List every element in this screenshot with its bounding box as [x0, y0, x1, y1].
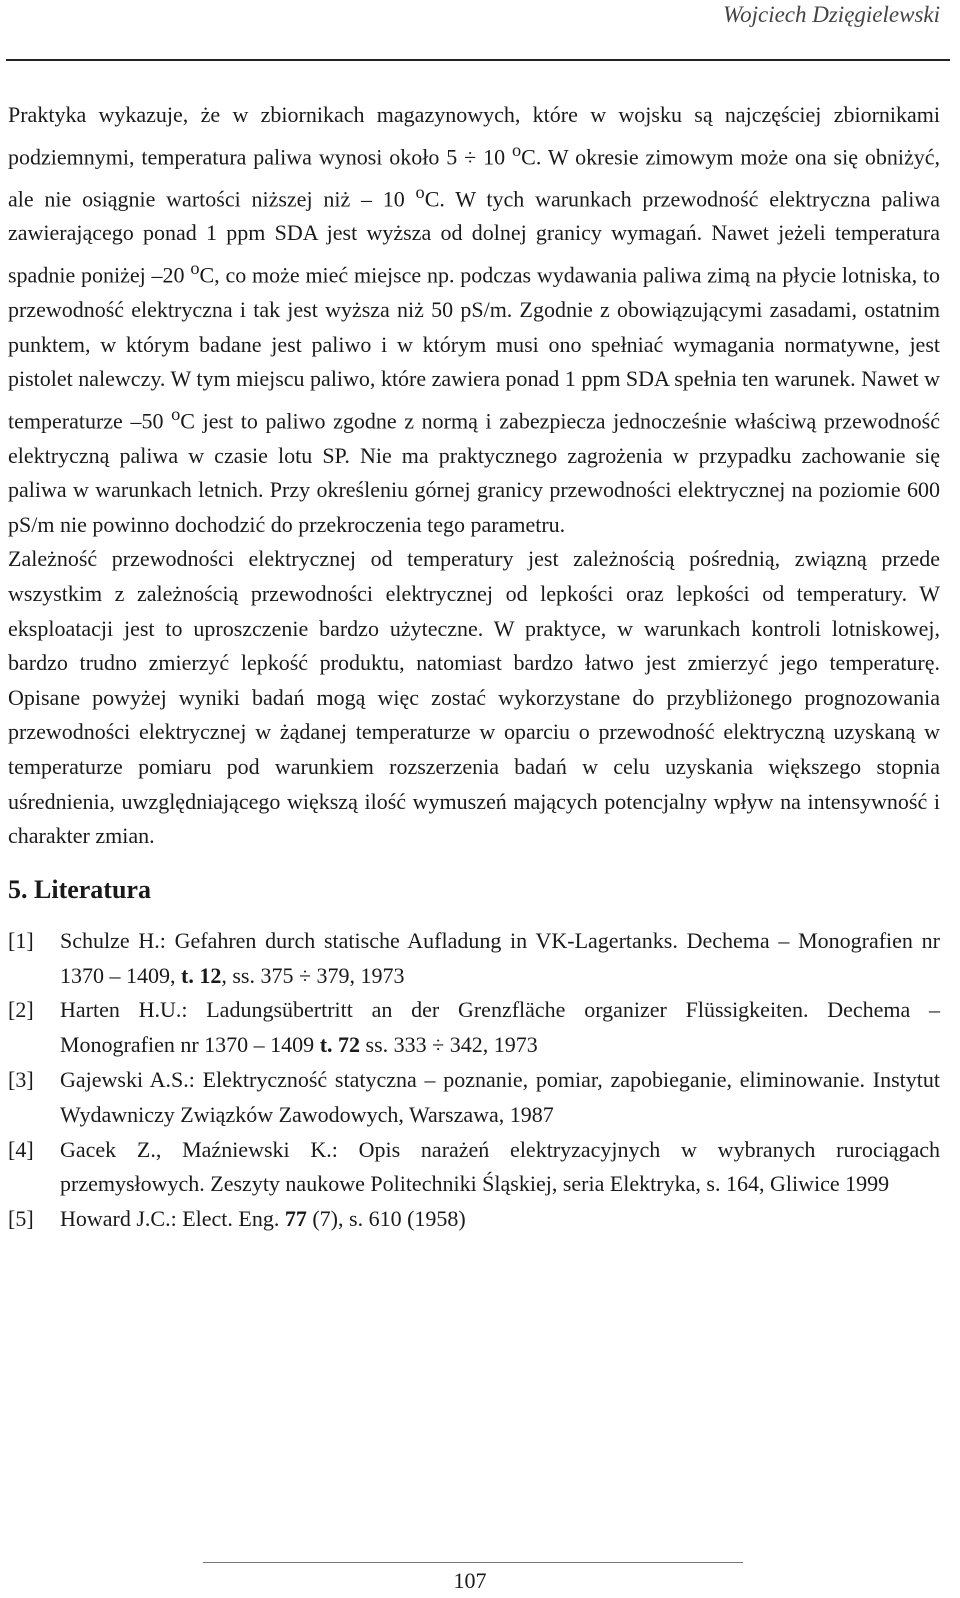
degree-sup: o: [190, 258, 200, 279]
page-content: [8, 98, 940, 1237]
paragraph-1-text-c: C. W tych warunkach przewodność elektryczna paliwa zawierającego ponad 1 ppm SDA jest wyższa od dolnej granicy wymagań. Nawet jeżeli temperatura spadnie poniżej –20: [8, 185, 940, 288]
reference-text-tail: , ss. 375 ÷ 379, 1973: [221, 962, 405, 988]
reference-volume: t. 72: [319, 1032, 361, 1058]
reference-text-tail: ss. 333 ÷ 342, 1973: [360, 1032, 538, 1058]
reference-number: [5]: [8, 1206, 34, 1232]
degree-sup: o: [415, 181, 425, 202]
page-number: 107: [453, 1568, 487, 1593]
reference-number: [2]: [8, 997, 34, 1023]
paragraph-1: [8, 98, 940, 542]
reference-number: [1]: [8, 927, 34, 953]
header-rule: [6, 59, 950, 61]
paragraph-1-text-a: Praktyka wykazuje, że w zbiornikach magazynowych, które w wojsku są najczęściej zbiornikami podziemnymi, temperatura paliwa wynosi około 5 ÷ 10: [8, 102, 940, 169]
degree-sup: o: [511, 139, 522, 160]
reference-item: [8, 1133, 940, 1203]
paragraph-1-text-d: C, co może mieć miejsce np. podczas wydawania paliwa zimą na płycie lotniska, to przewodność elektryczna i tak jest wyższa niż 50 pS/m. Zgodnie z obowiązującymi zasadami, ostatnim punktem, w którym badane jest paliwo i w którym musi ono spełniać wymagania normatywne, jest pistolet nalewczy. W tym miejscu paliwo, które zawiera ponad 1 ppm SDA spełnia ten warunek. Nawet w temperaturze –50: [8, 262, 940, 434]
reference-volume: t. 12: [181, 962, 222, 988]
degree-sup: o: [171, 403, 181, 424]
reference-item: [8, 1202, 940, 1237]
reference-number: [3]: [8, 1066, 34, 1092]
reference-volume: 77: [284, 1206, 307, 1232]
reference-text: Harten H.U.: Ladungsübertritt an der Grenzfläche organizer Flüssigkeiten. Dechema – Monografien nr 1370 – 1409: [60, 997, 940, 1058]
footer-rule: [203, 1562, 743, 1563]
reference-text: Schulze H.: Gefahren durch statische Aufladung in VK-Lagertanks. Dechema – Monografien nr 1370 – 1409,: [60, 927, 940, 988]
reference-item: [8, 993, 940, 1063]
paragraph-1-text-b: C. W okresie zimowym może ona się obniżyć, ale nie osiągnie wartości niższej niż – 10: [8, 143, 940, 211]
reference-text: Howard J.C.: Elect. Eng.: [60, 1206, 285, 1232]
reference-number: [4]: [8, 1136, 34, 1162]
section-title: 5. Literatura: [8, 874, 151, 904]
header-author: Wojciech Dzięgielewski: [723, 2, 940, 27]
reference-item: [8, 924, 940, 994]
reference-text: Gacek Z., Maźniewski K.: Opis narażeń elektryzacyjnych w wybranych rurociągach przemysłowych. Zeszyty naukowe Politechniki Śląskiej, seria Elektryka, s. 164, Gliwice 1999: [60, 1136, 940, 1197]
running-header: [0, 0, 960, 62]
reference-list: [8, 924, 940, 1237]
reference-text: Gajewski A.S.: Elektryczność statyczna – poznanie, pomiar, zapobieganie, eliminowanie. Instytut Wydawniczy Związków Zawodowych, Warszawa, 1987: [60, 1066, 940, 1127]
paragraph-1-text-e: C jest to paliwo zgodne z normą i zabezpiecza jednocześnie właściwą przewodność elektryczną paliwa w czasie lotu SP. Nie ma praktycznego zagrożenia w przypadku zachowanie się paliwa w warunkach letnich. Przy określeniu górnej granicy przewodności elektrycznej na poziomie 600 pS/m nie powinno dochodzić do przekroczenia tego parametru.: [8, 408, 940, 537]
reference-item: [8, 1063, 940, 1133]
reference-text-tail: (7), s. 610 (1958): [306, 1206, 466, 1232]
paragraph-2: Zależność przewodności elektrycznej od temperatury jest zależnością pośrednią, związną przede wszystkim z zależnością przewodności elektrycznej od lepkości oraz lepkości od temperatury. W eksploatacji jest to uproszczenie bardzo użyteczne. W praktyce, w warunkach kontroli lotniskowej, bardzo trudno zmierzyć lepkość produktu, natomiast bardzo łatwo jest zmierzyć jego temperaturę. Opisane powyżej wyniki badań mogą więc zostać wykorzystane do przybliżonego prognozowania przewodności elektrycznej w żądanej temperaturze w oparciu o przewodność elektryczną uzyskaną w temperaturze pomiaru pod warunkiem rozszerzenia badań w celu uzyskania większego stopnia uśrednienia, uwzględniającego większą ilość wymuszeń mających potencjalny wpływ na intensywność i charakter zmian.: [8, 546, 940, 849]
